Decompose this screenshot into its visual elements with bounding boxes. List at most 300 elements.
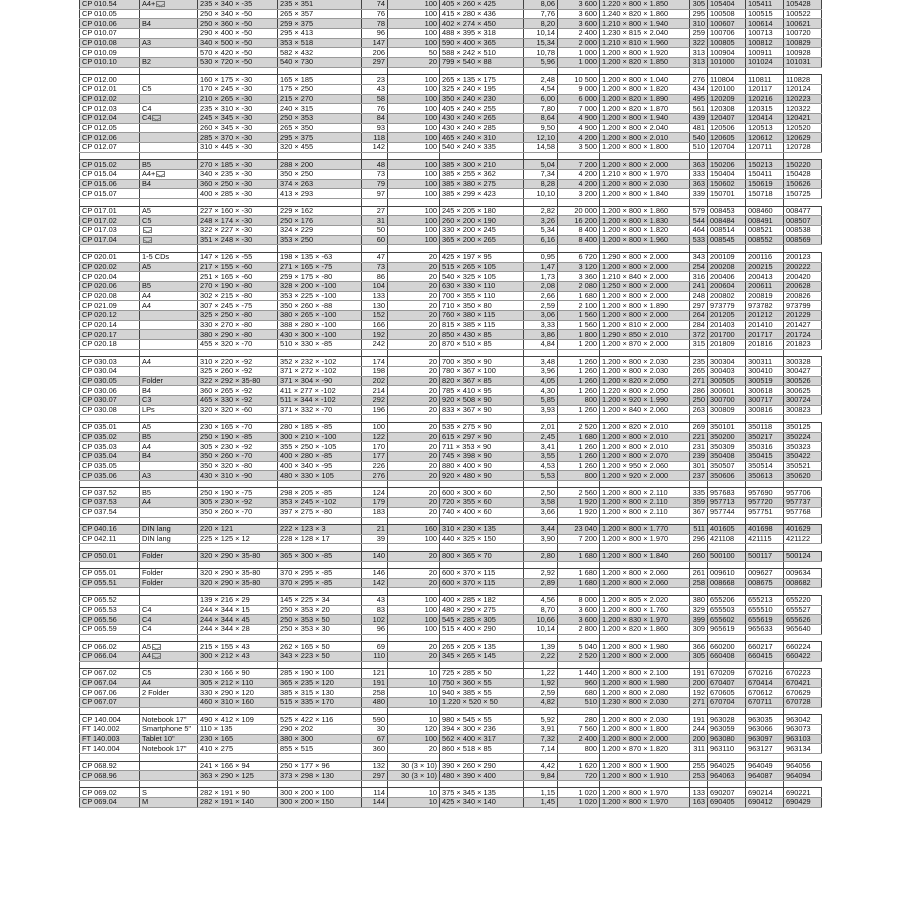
ean-code-2-cell: 973782 bbox=[746, 301, 784, 311]
ean-code-1-cell: 201205 bbox=[708, 310, 746, 320]
carton-weight-cell: 5,53 bbox=[524, 471, 558, 481]
format-cell: C5 bbox=[140, 216, 198, 226]
pallet-dimensions-cell: 1.230 × 815 × 2.040 bbox=[600, 29, 690, 39]
inner-dimensions-cell: 322 × 227 × -30 bbox=[198, 225, 278, 235]
carton-weight-cell: 8,20 bbox=[524, 19, 558, 29]
pallet-weight-cell: 333 bbox=[690, 170, 708, 180]
ean-code-3-cell: 963103 bbox=[784, 734, 822, 744]
outer-dimensions-cell: 175 × 250 bbox=[278, 85, 362, 95]
separator-cell bbox=[708, 588, 746, 596]
table-row bbox=[80, 366, 822, 376]
ean-code-2-cell: 350415 bbox=[746, 451, 784, 461]
article-number-cell: CP 066.02 bbox=[80, 642, 140, 652]
separator-cell bbox=[440, 480, 524, 488]
ean-code-3-cell: 008477 bbox=[784, 206, 822, 216]
pallet-weight-cell: 235 bbox=[690, 357, 708, 367]
carton-weight-cell: 8,70 bbox=[524, 605, 558, 615]
format-cell: B4 bbox=[140, 19, 198, 29]
inner-dimensions-cell: 325 × 250 × -80 bbox=[198, 310, 278, 320]
pallet-dimensions-cell: 1.200 × 820 × 1.870 bbox=[600, 104, 690, 114]
carton-dimensions-cell: 515 × 265 × 105 bbox=[440, 262, 524, 272]
format-cell bbox=[140, 48, 198, 58]
units-per-carton-cell: 20 bbox=[388, 471, 440, 481]
carton-dimensions-cell: 345 × 265 × 145 bbox=[440, 651, 524, 661]
weight-cell: 73 bbox=[362, 262, 388, 272]
outer-dimensions-cell: 250 × 353 × 30 bbox=[278, 625, 362, 635]
separator-cell bbox=[198, 67, 278, 75]
format-cell: S bbox=[140, 788, 198, 798]
article-number-cell: CP 035.03 bbox=[80, 442, 140, 452]
weight-cell: 170 bbox=[362, 442, 388, 452]
ean-code-2-cell: 300816 bbox=[746, 405, 784, 415]
outer-dimensions-cell: 353 × 250 bbox=[278, 235, 362, 245]
ean-code-3-cell: 350125 bbox=[784, 422, 822, 432]
pallet-dimensions-cell: 1.200 × 800 × 2.060 bbox=[600, 569, 690, 579]
ean-code-3-cell: 500124 bbox=[784, 551, 822, 561]
pallet-dimensions-cell: 1.200 × 830 × 1.970 bbox=[600, 615, 690, 625]
outer-dimensions-cell: 511 × 344 × -102 bbox=[278, 395, 362, 405]
ean-code-1-cell: 957713 bbox=[708, 498, 746, 508]
ean-code-1-cell: 500100 bbox=[708, 551, 746, 561]
ean-code-2-cell: 110811 bbox=[746, 75, 784, 85]
weight-cell: 142 bbox=[362, 578, 388, 588]
pallet-dimensions-cell: 1.200 × 800 × 1.970 bbox=[600, 788, 690, 798]
separator-cell bbox=[140, 152, 198, 160]
ean-code-2-cell: 350613 bbox=[746, 471, 784, 481]
separator-cell bbox=[600, 245, 690, 253]
carton-dimensions-cell: 488 × 395 × 318 bbox=[440, 29, 524, 39]
separator-cell bbox=[388, 661, 440, 669]
units-per-carton-cell: 20 bbox=[388, 262, 440, 272]
ean-code-1-cell: 120704 bbox=[708, 143, 746, 153]
separator-cell bbox=[558, 480, 600, 488]
ean-code-2-cell: 670711 bbox=[746, 698, 784, 708]
units-per-pallet-cell: 3 600 bbox=[558, 615, 600, 625]
carton-dimensions-cell: 850 × 430 × 85 bbox=[440, 330, 524, 340]
pallet-weight-cell: 276 bbox=[690, 75, 708, 85]
inner-dimensions-cell: 330 × 290 × 120 bbox=[198, 688, 278, 698]
pallet-dimensions-cell: 1.200 × 870 × 1.820 bbox=[600, 744, 690, 754]
outer-dimensions-cell: 165 × 185 bbox=[278, 75, 362, 85]
separator-cell bbox=[784, 634, 822, 642]
table-row bbox=[80, 114, 822, 124]
separator-cell bbox=[440, 152, 524, 160]
product-table bbox=[79, 0, 822, 808]
units-per-pallet-cell: 6 000 bbox=[558, 94, 600, 104]
separator-cell bbox=[524, 661, 558, 669]
ean-code-2-cell: 008675 bbox=[746, 578, 784, 588]
separator-cell bbox=[140, 349, 198, 357]
format-cell: A3 bbox=[140, 471, 198, 481]
group-separator bbox=[80, 780, 822, 788]
pallet-weight-cell: 269 bbox=[690, 422, 708, 432]
separator-cell bbox=[558, 561, 600, 569]
carton-weight-cell: 10,78 bbox=[524, 48, 558, 58]
pallet-weight-cell: 511 bbox=[690, 525, 708, 535]
article-number-cell: CP 030.04 bbox=[80, 366, 140, 376]
format-cell: LPs bbox=[140, 405, 198, 415]
units-per-pallet-cell: 10 500 bbox=[558, 75, 600, 85]
units-per-carton-cell: 100 bbox=[388, 595, 440, 605]
separator-cell bbox=[362, 152, 388, 160]
separator-cell bbox=[600, 661, 690, 669]
weight-cell: 276 bbox=[362, 471, 388, 481]
ean-code-1-cell: 401605 bbox=[708, 525, 746, 535]
weight-cell: 48 bbox=[362, 160, 388, 170]
ean-code-3-cell: 100621 bbox=[784, 19, 822, 29]
weight-cell: 183 bbox=[362, 507, 388, 517]
units-per-carton-cell: 10 bbox=[388, 715, 440, 725]
pallet-dimensions-cell: 1.200 × 800 × 1.940 bbox=[600, 114, 690, 124]
ean-code-1-cell: 008453 bbox=[708, 206, 746, 216]
weight-cell: 202 bbox=[362, 376, 388, 386]
pallet-dimensions-cell: 1.210 × 840 × 2.000 bbox=[600, 272, 690, 282]
article-number-cell: CP 066.04 bbox=[80, 651, 140, 661]
table-row bbox=[80, 788, 822, 798]
units-per-pallet-cell: 1 680 bbox=[558, 291, 600, 301]
units-per-pallet-cell: 16 200 bbox=[558, 216, 600, 226]
table-row bbox=[80, 48, 822, 58]
separator-cell bbox=[80, 199, 140, 207]
carton-weight-cell: 2,82 bbox=[524, 206, 558, 216]
carton-weight-cell: 3,86 bbox=[524, 330, 558, 340]
separator-cell bbox=[198, 707, 278, 715]
weight-cell: 78 bbox=[362, 19, 388, 29]
ean-code-3-cell: 964056 bbox=[784, 761, 822, 771]
units-per-carton-cell: 10 bbox=[388, 788, 440, 798]
inner-dimensions-cell: 351 × 248 × -30 bbox=[198, 235, 278, 245]
separator-cell bbox=[524, 349, 558, 357]
weight-cell: 258 bbox=[362, 688, 388, 698]
ean-code-1-cell: 300601 bbox=[708, 386, 746, 396]
carton-weight-cell: 2,59 bbox=[524, 688, 558, 698]
pallet-dimensions-cell: 1.220 × 800 × 1.850 bbox=[600, 0, 690, 9]
pallet-weight-cell: 231 bbox=[690, 442, 708, 452]
separator-cell bbox=[140, 661, 198, 669]
separator-cell bbox=[746, 199, 784, 207]
table-row bbox=[80, 85, 822, 95]
format-cell bbox=[140, 507, 198, 517]
article-number-cell: CP 010.05 bbox=[80, 9, 140, 19]
carton-dimensions-cell: 265 × 205 × 135 bbox=[440, 642, 524, 652]
units-per-carton-cell: 20 bbox=[388, 58, 440, 68]
carton-weight-cell: 10,14 bbox=[524, 625, 558, 635]
ean-code-3-cell: 110828 bbox=[784, 75, 822, 85]
format-cell: DIN lang bbox=[140, 534, 198, 544]
separator-cell bbox=[600, 754, 690, 762]
format-cell: A4+ bbox=[140, 170, 198, 180]
separator-cell bbox=[690, 480, 708, 488]
ean-code-2-cell: 008521 bbox=[746, 225, 784, 235]
ean-code-3-cell: 150428 bbox=[784, 170, 822, 180]
outer-dimensions-cell: 300 × 210 × -100 bbox=[278, 432, 362, 442]
weight-cell: 43 bbox=[362, 595, 388, 605]
separator-cell bbox=[278, 152, 362, 160]
ean-code-3-cell: 008682 bbox=[784, 578, 822, 588]
outer-dimensions-cell: 540 × 730 bbox=[278, 58, 362, 68]
inner-dimensions-cell: 305 × 230 × -92 bbox=[198, 498, 278, 508]
pallet-dimensions-cell: 1.200 × 800 × 1.820 bbox=[600, 225, 690, 235]
format-cell bbox=[140, 123, 198, 133]
separator-cell bbox=[198, 588, 278, 596]
ean-code-1-cell: 670605 bbox=[708, 688, 746, 698]
separator-cell bbox=[80, 707, 140, 715]
outer-dimensions-cell: 198 × 135 × -63 bbox=[278, 252, 362, 262]
pallet-weight-cell: 316 bbox=[690, 272, 708, 282]
units-per-carton-cell: 10 bbox=[388, 669, 440, 679]
units-per-carton-cell: 100 bbox=[388, 133, 440, 143]
units-per-pallet-cell: 4 200 bbox=[558, 179, 600, 189]
format-cell: A5 bbox=[140, 206, 198, 216]
ean-code-2-cell: 690214 bbox=[746, 788, 784, 798]
separator-cell bbox=[690, 415, 708, 423]
ean-code-2-cell: 150718 bbox=[746, 189, 784, 199]
separator-cell bbox=[600, 67, 690, 75]
ean-code-2-cell: 009627 bbox=[746, 569, 784, 579]
pallet-weight-cell: 305 bbox=[690, 651, 708, 661]
outer-dimensions-cell: 374 × 263 bbox=[278, 179, 362, 189]
article-number-cell: CP 067.02 bbox=[80, 669, 140, 679]
format-cell bbox=[140, 771, 198, 781]
carton-dimensions-cell: 515 × 400 × 290 bbox=[440, 625, 524, 635]
separator-cell bbox=[440, 561, 524, 569]
envelope-icon bbox=[143, 227, 152, 233]
pallet-dimensions-cell: 1.200 × 800 × 1.910 bbox=[600, 771, 690, 781]
table-row bbox=[80, 525, 822, 535]
inner-dimensions-cell: 170 × 245 × -30 bbox=[198, 85, 278, 95]
inner-dimensions-cell: 302 × 215 × -80 bbox=[198, 291, 278, 301]
inner-dimensions-cell: 220 × 121 bbox=[198, 525, 278, 535]
ean-code-2-cell: 655619 bbox=[746, 615, 784, 625]
article-number-cell: CP 068.92 bbox=[80, 761, 140, 771]
outer-dimensions-cell: 145 × 225 × 34 bbox=[278, 595, 362, 605]
ean-code-1-cell: 200802 bbox=[708, 291, 746, 301]
separator-cell bbox=[362, 754, 388, 762]
table-row bbox=[80, 422, 822, 432]
article-number-cell: CP 020.04 bbox=[80, 272, 140, 282]
separator-cell bbox=[558, 67, 600, 75]
units-per-carton-cell: 100 bbox=[388, 9, 440, 19]
article-number-cell: CP 040.16 bbox=[80, 525, 140, 535]
carton-weight-cell: 2,66 bbox=[524, 291, 558, 301]
ean-code-3-cell: 670629 bbox=[784, 688, 822, 698]
separator-cell bbox=[278, 245, 362, 253]
carton-dimensions-cell: 440 × 325 × 150 bbox=[440, 534, 524, 544]
pallet-weight-cell: 221 bbox=[690, 432, 708, 442]
pallet-weight-cell: 241 bbox=[690, 281, 708, 291]
ean-code-1-cell: 655503 bbox=[708, 605, 746, 615]
carton-dimensions-cell: 562 × 400 × 317 bbox=[440, 734, 524, 744]
pallet-weight-cell: 329 bbox=[690, 605, 708, 615]
units-per-pallet-cell: 1 560 bbox=[558, 310, 600, 320]
separator-cell bbox=[708, 561, 746, 569]
inner-dimensions-cell: 270 × 190 × -80 bbox=[198, 281, 278, 291]
format-cell bbox=[140, 29, 198, 39]
separator-cell bbox=[440, 661, 524, 669]
units-per-pallet-cell: 2 520 bbox=[558, 651, 600, 661]
carton-weight-cell: 3,96 bbox=[524, 366, 558, 376]
pallet-dimensions-cell: 1.200 × 800 × 1.900 bbox=[600, 761, 690, 771]
ean-code-2-cell: 957690 bbox=[746, 488, 784, 498]
separator-cell bbox=[708, 544, 746, 552]
outer-dimensions-cell: 365 × 300 × -85 bbox=[278, 551, 362, 561]
weight-cell: 114 bbox=[362, 788, 388, 798]
format-cell: 1-5 CDs bbox=[140, 252, 198, 262]
units-per-carton-cell: 20 bbox=[388, 744, 440, 754]
group-separator bbox=[80, 67, 822, 75]
pallet-weight-cell: 313 bbox=[690, 58, 708, 68]
carton-weight-cell: 4,53 bbox=[524, 461, 558, 471]
carton-dimensions-cell: 400 × 285 × 182 bbox=[440, 595, 524, 605]
outer-dimensions-cell: 480 × 330 × 105 bbox=[278, 471, 362, 481]
table-row bbox=[80, 798, 822, 808]
format-cell: Notebook 17" bbox=[140, 744, 198, 754]
carton-weight-cell: 2,92 bbox=[524, 569, 558, 579]
outer-dimensions-cell: 353 × 225 × -100 bbox=[278, 291, 362, 301]
separator-cell bbox=[198, 754, 278, 762]
carton-dimensions-cell: 615 × 297 × 90 bbox=[440, 432, 524, 442]
ean-code-2-cell: 300519 bbox=[746, 376, 784, 386]
ean-code-1-cell: 660408 bbox=[708, 651, 746, 661]
pallet-dimensions-cell: 1.200 × 800 × 2.070 bbox=[600, 451, 690, 461]
weight-cell: 96 bbox=[362, 29, 388, 39]
ean-code-2-cell: 100911 bbox=[746, 48, 784, 58]
separator-cell bbox=[278, 588, 362, 596]
inner-dimensions-cell: 325 × 260 × -92 bbox=[198, 366, 278, 376]
weight-cell: 130 bbox=[362, 301, 388, 311]
article-number-cell: CP 010.54 bbox=[80, 0, 140, 9]
weight-cell: 93 bbox=[362, 123, 388, 133]
separator-cell bbox=[362, 245, 388, 253]
outer-dimensions-cell: 352 × 232 × -102 bbox=[278, 357, 362, 367]
table-row bbox=[80, 725, 822, 735]
format-cell: B5 bbox=[140, 488, 198, 498]
separator-cell bbox=[80, 349, 140, 357]
article-number-cell: CP 010.10 bbox=[80, 58, 140, 68]
inner-dimensions-cell: 282 × 191 × 90 bbox=[198, 788, 278, 798]
article-number-cell: CP 035.04 bbox=[80, 451, 140, 461]
ean-code-2-cell: 957751 bbox=[746, 507, 784, 517]
outer-dimensions-cell: 259 × 175 × -80 bbox=[278, 272, 362, 282]
carton-weight-cell: 6,00 bbox=[524, 94, 558, 104]
ean-code-2-cell: 957720 bbox=[746, 498, 784, 508]
units-per-carton-cell: 50 bbox=[388, 48, 440, 58]
ean-code-1-cell: 690207 bbox=[708, 788, 746, 798]
outer-dimensions-cell: 250 × 353 × 20 bbox=[278, 605, 362, 615]
separator-cell bbox=[690, 349, 708, 357]
pallet-dimensions-cell: 1.200 × 800 × 1.770 bbox=[600, 525, 690, 535]
units-per-carton-cell: 100 bbox=[388, 625, 440, 635]
ean-code-1-cell: 350309 bbox=[708, 442, 746, 452]
units-per-carton-cell: 20 bbox=[388, 310, 440, 320]
ean-code-2-cell: 008491 bbox=[746, 216, 784, 226]
pallet-dimensions-cell: 1.210 × 800 × 1.940 bbox=[600, 19, 690, 29]
separator-cell bbox=[690, 661, 708, 669]
inner-dimensions-cell: 465 × 330 × -92 bbox=[198, 395, 278, 405]
pallet-dimensions-cell: 1.200 × 800 × 2.060 bbox=[600, 578, 690, 588]
pallet-dimensions-cell: 1.200 × 800 × 1.800 bbox=[600, 725, 690, 735]
units-per-carton-cell: 100 bbox=[388, 179, 440, 189]
units-per-pallet-cell: 8 400 bbox=[558, 225, 600, 235]
pallet-weight-cell: 363 bbox=[690, 160, 708, 170]
ean-code-3-cell: 200222 bbox=[784, 262, 822, 272]
article-number-cell: CP 020.12 bbox=[80, 310, 140, 320]
separator-cell bbox=[278, 754, 362, 762]
carton-dimensions-cell: 415 × 280 × 436 bbox=[440, 9, 524, 19]
outer-dimensions-cell: 388 × 280 × -100 bbox=[278, 320, 362, 330]
article-number-cell: FT 140.002 bbox=[80, 725, 140, 735]
format-cell: Folder bbox=[140, 551, 198, 561]
format-cell: C4 bbox=[140, 605, 198, 615]
units-per-pallet-cell: 1 800 bbox=[558, 330, 600, 340]
table-row bbox=[80, 498, 822, 508]
units-per-carton-cell: 20 bbox=[388, 578, 440, 588]
separator-cell bbox=[278, 561, 362, 569]
carton-dimensions-cell: 780 × 367 × 100 bbox=[440, 366, 524, 376]
carton-weight-cell: 3,48 bbox=[524, 357, 558, 367]
outer-dimensions-cell: 290 × 202 bbox=[278, 725, 362, 735]
outer-dimensions-cell: 385 × 315 × 130 bbox=[278, 688, 362, 698]
units-per-pallet-cell: 510 bbox=[558, 698, 600, 708]
inner-dimensions-cell: 300 × 212 × 43 bbox=[198, 651, 278, 661]
pallet-weight-cell: 510 bbox=[690, 143, 708, 153]
ean-code-2-cell: 964087 bbox=[746, 771, 784, 781]
pallet-dimensions-cell: 1.200 × 800 × 1.860 bbox=[600, 206, 690, 216]
carton-weight-cell: 2,48 bbox=[524, 75, 558, 85]
separator-cell bbox=[784, 780, 822, 788]
carton-dimensions-cell: 465 × 240 × 310 bbox=[440, 133, 524, 143]
ean-code-3-cell: 201229 bbox=[784, 310, 822, 320]
ean-code-3-cell: 670728 bbox=[784, 698, 822, 708]
separator-cell bbox=[278, 544, 362, 552]
pallet-dimensions-cell: 1.200 × 800 × 1.760 bbox=[600, 605, 690, 615]
pallet-weight-cell: 561 bbox=[690, 104, 708, 114]
carton-dimensions-cell: 799 × 540 × 88 bbox=[440, 58, 524, 68]
outer-dimensions-cell: 324 × 229 bbox=[278, 225, 362, 235]
separator-cell bbox=[690, 67, 708, 75]
units-per-carton-cell: 100 bbox=[388, 75, 440, 85]
units-per-carton-cell: 20 bbox=[388, 395, 440, 405]
units-per-carton-cell: 100 bbox=[388, 29, 440, 39]
carton-weight-cell: 2,89 bbox=[524, 578, 558, 588]
carton-dimensions-cell: 402 × 274 × 450 bbox=[440, 19, 524, 29]
outer-dimensions-cell: 380 × 265 × -100 bbox=[278, 310, 362, 320]
outer-dimensions-cell: 397 × 275 × -80 bbox=[278, 507, 362, 517]
separator-cell bbox=[362, 67, 388, 75]
ean-code-2-cell: 120315 bbox=[746, 104, 784, 114]
outer-dimensions-cell: 411 × 277 × -102 bbox=[278, 386, 362, 396]
weight-cell: 23 bbox=[362, 75, 388, 85]
ean-code-3-cell: 350323 bbox=[784, 442, 822, 452]
outer-dimensions-cell: 280 × 185 × -85 bbox=[278, 422, 362, 432]
outer-dimensions-cell: 250 × 353 bbox=[278, 114, 362, 124]
carton-dimensions-cell: 385 × 299 × 423 bbox=[440, 189, 524, 199]
inner-dimensions-cell: 350 × 260 × -70 bbox=[198, 507, 278, 517]
inner-dimensions-cell: 455 × 320 × -70 bbox=[198, 340, 278, 350]
envelope-icon bbox=[152, 115, 161, 121]
separator-cell bbox=[600, 634, 690, 642]
carton-weight-cell: 15,34 bbox=[524, 38, 558, 48]
table-row bbox=[80, 386, 822, 396]
table-row bbox=[80, 605, 822, 615]
units-per-carton-cell: 100 bbox=[388, 534, 440, 544]
separator-cell bbox=[140, 415, 198, 423]
table-row bbox=[80, 715, 822, 725]
units-per-carton-cell: 100 bbox=[388, 615, 440, 625]
pallet-dimensions-cell: 1.210 × 810 × 1.960 bbox=[600, 38, 690, 48]
table-row bbox=[80, 330, 822, 340]
units-per-pallet-cell: 2 400 bbox=[558, 29, 600, 39]
